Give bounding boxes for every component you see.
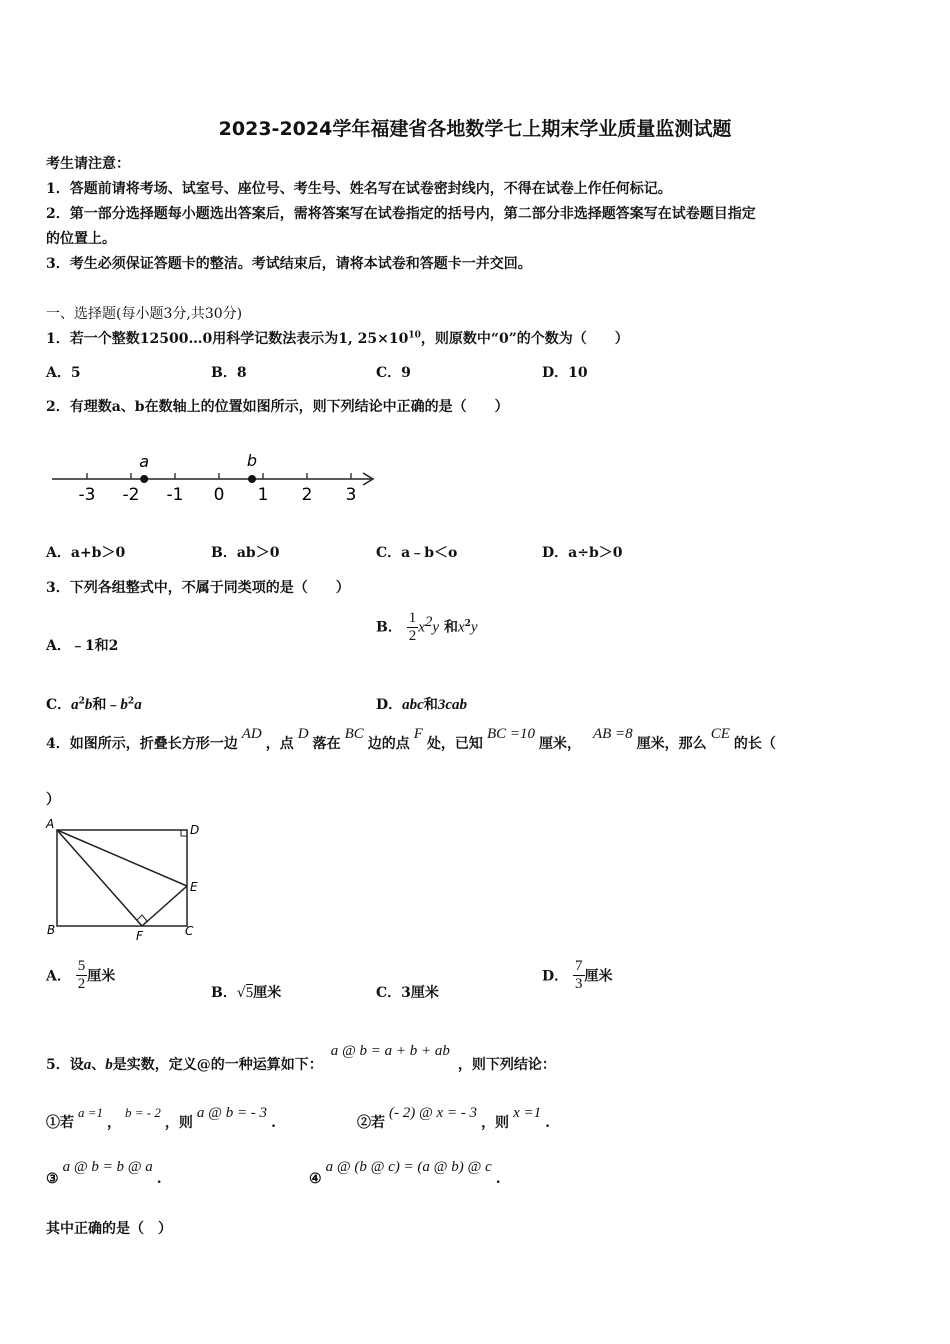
q1-option-c[interactable]: C．9 [376,365,411,381]
q4-b-unit: 厘米 [253,985,282,1001]
q5-s2-then: ，则 [481,1115,510,1131]
q3-c-and: 和﹣ [92,697,121,713]
q4-a-unit: 厘米 [87,968,116,985]
q1-option-b[interactable]: B．8 [211,365,247,381]
q5-s1-dot: . [271,1115,276,1131]
q3-option-c[interactable] [46,694,142,714]
q4-a-fraction [76,958,88,993]
section-heading: 一、选择题(每小题3分,共30分) [46,306,243,322]
segment-fe [142,886,187,926]
q3-c-a2: a [134,697,142,713]
question-4-stem [46,726,776,753]
q3-b-y: y [432,619,440,636]
vertex-a-label: A [46,817,55,831]
frac-num: 5 [77,958,86,974]
q4-option-a-label: A． [46,968,71,985]
q5-p3: ，则下列结论： [457,1057,556,1073]
q4-option-b-label: B． [211,985,237,1001]
q4-p5: 处，已知 [426,736,483,752]
q5-definition: a @ b = a + b + ab [330,1043,450,1059]
axis-tick-label: 0 [213,485,225,505]
rectangle-fold-figure [40,816,210,946]
question-5-stem [46,1043,556,1074]
q4-p7: 厘米，那么 [636,736,707,752]
q5-s1-b: b = - 2 [125,1105,161,1120]
q5-s2-condition: (- 2) @ x = - 3 [389,1105,478,1121]
notice-item-1: 1．答题前请将考场、试室号、座位号、考生号、姓名写在试卷密封线内，不得在试卷上作任何标记。 [46,181,672,197]
q5-b: b [105,1057,113,1073]
q5-s1-comma: ， [107,1115,122,1131]
axis-tick-label: 1 [257,485,269,505]
q5-statement-2 [357,1105,550,1132]
q3-d-abc: abc [402,697,424,713]
question-2-stem: 2．有理数a、b在数轴上的位置如图所示，则下列结论中正确的是（ ） [46,399,509,415]
axis-tick-label: -2 [122,485,140,505]
q5-s1-then: ，则 [164,1115,193,1131]
q4-option-b[interactable] [211,982,281,1002]
q5-s2-result: x =1 [513,1105,542,1121]
q4-p8: 的长（ [733,736,776,752]
vertex-d-label: D [190,823,200,837]
notice-item-3: 3．考生必须保证答题卡的整洁。考试结束后，请将本试卷和答题卡一并交回。 [46,256,532,272]
q4-p3: 落在 [312,736,341,752]
q2-option-d[interactable]: D．a÷b＞0 [542,545,623,561]
q5-statement-4 [309,1159,501,1188]
q3-option-b-label: B． [376,619,402,636]
q4-D: D [297,726,309,742]
point-b-label: b [246,451,258,470]
q5-p2: 是实数，定义@的一种运算如下： [112,1057,323,1073]
q5-s3-expression: a @ b = b @ a [62,1159,153,1175]
q4-d-fraction [573,958,585,993]
q4-d-unit: 厘米 [584,968,613,985]
q1-option-d[interactable]: D．10 [542,365,588,381]
frac-den: 3 [575,976,583,992]
q4-AB8: AB =8 [592,726,633,742]
vertex-b-label: B [47,923,56,937]
q4-CE: CE [710,726,730,742]
axis-tick-label: -3 [78,485,96,505]
q4-option-a[interactable] [46,958,115,993]
q5-s2-dot: . [545,1115,550,1131]
segment-ae [57,830,187,886]
q3-c-exp1: 2 [78,696,85,707]
segment-af [57,830,142,926]
right-angle-mark-f [137,915,147,926]
frac-num: 1 [408,610,417,626]
q2-option-b[interactable]: B．ab＞0 [211,545,280,561]
q3-d-3cab: 3cab [437,697,467,713]
q5-s4-label: ④ [309,1171,322,1187]
q1-exponent: 10 [408,330,421,341]
q5-s4-dot: . [495,1171,501,1187]
q4-p6: 厘米， [538,736,581,752]
q4-AD: AD [241,726,262,742]
q4-BC10: BC =10 [486,726,535,742]
q4-option-d-label: D． [542,968,569,985]
q1-option-a[interactable]: A．5 [46,365,81,381]
q5-s1-result: a @ b = - 3 [196,1105,268,1121]
point-a-label: a [139,452,150,471]
q3-c-b2: b [120,697,128,713]
q4-p4: 边的点 [367,736,410,752]
q4-p2: ，点 [265,736,294,752]
point-a [140,475,148,483]
q5-s2-label: ②若 [357,1115,385,1131]
q5-question-tail: 其中正确的是（ ） [46,1221,172,1237]
q5-p1: 5．设 [46,1057,84,1073]
q4-option-d[interactable] [542,958,613,993]
q5-s3-label: ③ [46,1171,59,1187]
q3-option-d-label: D． [376,697,403,713]
frac-den: 2 [408,628,417,644]
q3-option-d[interactable] [376,694,467,714]
q5-statement-1 [46,1105,276,1132]
q5-s4-expression: a @ (b @ c) = (a @ b) @ c [325,1159,492,1175]
point-b [248,475,256,483]
q4-F: F [413,726,423,742]
q3-d-and: 和 [423,697,438,713]
q3-b-tail-y: y [470,619,478,636]
q3-option-b[interactable] [376,610,478,645]
q5-sep: 、 [91,1057,106,1073]
q4-b-radicand: 5 [245,985,254,1001]
notice-item-2-cont: 的位置上。 [46,231,116,247]
axis-tick-label: -1 [166,485,184,505]
q4-p1: 4．如图所示，折叠长方形一边 [46,736,238,752]
vertex-c-label: C [185,924,194,938]
q1-stem-part-b: ，则原数中“0”的个数为（ ） [420,331,629,347]
q5-s1-label: ①若 [46,1115,74,1131]
q3-c-b: b [84,697,93,713]
number-line-figure [46,448,386,508]
q3-fraction-half [407,610,419,645]
q5-statement-3 [46,1159,162,1188]
notice-item-2: 2．第一部分选择题每小题选出答案后，需将答案写在试卷指定的括号内，第二部分非选择题答案写在试卷题目指定 [46,206,756,222]
page-title: 2023-2024学年福建省各地数学七上期末学业质量监测试题 [218,118,732,140]
q4-stem-close: ） [46,792,60,808]
q3-b-tail-x: x [457,619,465,636]
q4-BC: BC [344,726,364,742]
q3-b-tail-exp: 2 [464,618,471,629]
question-3-stem: 3．下列各组整式中，不属于同类项的是（ ） [46,580,350,596]
right-angle-mark-d [181,830,187,836]
q1-stem-part-a: 1．若一个整数12500…0用科学记数法表示为1, 25×10 [46,331,409,347]
axis-tick-label: 3 [345,485,357,505]
q3-option-c-label: C． [46,697,72,713]
sqrt-icon: √ [236,985,246,1001]
vertex-e-label: E [190,880,198,894]
q3-b-exp: 2 [424,613,433,630]
question-1-stem [46,328,629,348]
frac-num: 7 [575,958,583,974]
q3-option-a[interactable]: A．﹣1和2 [46,638,119,654]
q4-option-c[interactable]: C．3厘米 [376,985,439,1001]
axis-tick-label: 2 [301,485,313,505]
q5-a: a [83,1057,92,1073]
q3-c-exp2: 2 [127,696,135,707]
q3-b-x: x [418,619,425,636]
frac-den: 2 [77,976,86,992]
q2-option-c[interactable]: C．a﹣b＜o [376,545,458,561]
q3-b-and: 和 [443,619,458,636]
q5-s3-dot: . [156,1171,162,1187]
q5-s1-a: a =1 [78,1105,104,1120]
q2-option-a[interactable]: A．a+b＞0 [46,545,126,561]
q3-c-a: a [71,697,79,713]
vertex-f-label: F [136,929,143,943]
notice-heading: 考生请注意： [46,156,130,172]
